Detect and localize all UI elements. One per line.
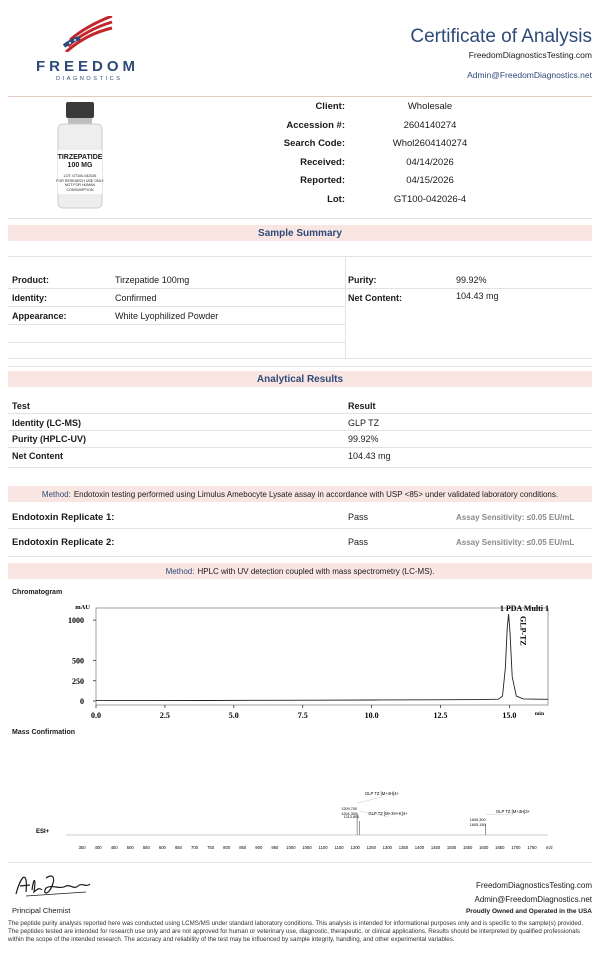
result-row-value: GLP TZ — [348, 418, 380, 428]
x-tick-label: 550 — [142, 845, 150, 850]
product-value: Tirzepatide 100mg — [115, 275, 190, 285]
x-tick-label: 1200 — [350, 845, 360, 850]
divider — [8, 306, 345, 307]
chromatogram-chart — [8, 598, 592, 726]
identity-label: Identity: — [12, 293, 47, 303]
vial-label-ruo: FOR RESEARCH USE ONLY — [56, 178, 104, 183]
purity-value: 99.92% — [456, 275, 487, 285]
x-tick-label: 400 — [94, 845, 102, 850]
vial-label-name: TIRZEPATIDE — [57, 154, 103, 161]
x-tick-label: 10.0 — [364, 711, 379, 720]
x-tick-label: 1550 — [463, 845, 473, 850]
client-info-label: Accession #: — [286, 119, 345, 131]
analytical-results-header: Analytical Results — [8, 371, 592, 387]
divider — [8, 430, 592, 431]
divider — [345, 256, 346, 358]
page-title: Certificate of Analysis — [410, 26, 592, 47]
x-axis-unit: m/z — [546, 845, 553, 850]
x-tick-label: 600 — [158, 845, 166, 850]
appearance-value: White Lyophilized Powder — [115, 311, 219, 321]
peak-mz-label: 1605.150 — [469, 823, 486, 828]
y-axis-label: ESI+ — [36, 829, 50, 835]
y-tick-label: 0 — [80, 696, 84, 706]
x-tick-label: 7.5 — [297, 711, 308, 720]
client-info-value: 04/14/2026 — [406, 156, 454, 168]
peak-leader-line — [486, 814, 513, 815]
peak-ion-label: GLP TZ [M+4H]4+ — [364, 791, 400, 796]
peak-mz-label: 1204.300 — [341, 812, 358, 817]
mass-spectrum-chart — [8, 740, 592, 856]
divider — [8, 366, 592, 367]
sample-summary-header: Sample Summary — [8, 225, 592, 241]
x-axis-unit: min — [534, 711, 544, 717]
result-row-test: Net Content — [12, 451, 63, 461]
client-info-label: Search Code: — [283, 138, 345, 149]
footer-email[interactable]: Admin@FreedomDiagnostics.net — [474, 895, 592, 904]
divider — [8, 862, 592, 863]
chromatogram-title: Chromatogram — [12, 589, 63, 596]
signature-text — [12, 870, 18, 871]
y-axis-label: mAU — [75, 604, 90, 611]
x-tick-label: 800 — [223, 845, 231, 850]
x-tick-label: 450 — [110, 845, 118, 850]
peak-mz-label: 1213.800 — [343, 814, 360, 819]
endotoxin-replicate-result: Pass — [348, 537, 369, 547]
peak-label: GLP-TZ — [518, 616, 528, 646]
x-tick-label: 2.5 — [159, 711, 170, 720]
y-tick-label: 500 — [72, 656, 84, 666]
divider — [8, 447, 592, 448]
plot-frame — [96, 608, 548, 705]
vial-label-dose: 100 MG — [67, 161, 93, 169]
x-tick-label: 1100 — [318, 845, 328, 850]
x-tick-label: 12.5 — [433, 711, 448, 720]
x-tick-label: 1050 — [302, 845, 312, 850]
footer-website[interactable]: FreedomDiagnosticsTesting.com — [475, 881, 592, 890]
peak-ion-label: GLP TZ [M+3H]3+ — [495, 809, 531, 814]
assay-sensitivity: Assay Sensitivity: ≤0.05 EU/mL — [456, 513, 575, 522]
peak-leader-line — [357, 797, 382, 803]
x-tick-label: 1000 — [286, 845, 296, 850]
client-info-value: Whol2604140274 — [392, 138, 468, 149]
divider — [8, 218, 592, 219]
x-tick-label: 1350 — [398, 845, 409, 850]
endotoxin-replicate-label: Endotoxin Replicate 2: — [12, 537, 115, 548]
test-column-header: Test — [12, 401, 30, 411]
peak-mz-label: 1209.700 — [341, 807, 358, 812]
method-text: Endotoxin testing performed using Limulus Amebocyte Lysate assay in accordance with USP <85> under validated laboratory conditions. — [73, 489, 559, 499]
purity-label: Purity: — [348, 275, 377, 285]
method-text: HPLC with UV detection coupled with mass spectrometry (LC-MS). — [197, 566, 435, 576]
x-tick-label: 1700 — [511, 845, 521, 850]
mass-confirmation-title: Mass Confirmation — [12, 729, 76, 736]
y-tick-label: 250 — [72, 676, 84, 686]
client-info-value: 2604140274 — [403, 119, 457, 131]
result-row-test: Purity (HPLC-UV) — [12, 434, 86, 444]
divider — [8, 342, 345, 343]
client-info-value: GT100-042026-4 — [393, 193, 467, 205]
result-column-header: Result — [348, 401, 376, 411]
x-tick-label: 1600 — [479, 845, 489, 850]
endotoxin-replicate-label: Endotoxin Replicate 1: — [12, 512, 115, 523]
trace-label: 1 PDA Multi 1 — [499, 604, 549, 613]
x-tick-label: 350 — [78, 845, 86, 850]
peak-ion-label: GLP TZ [M+3H+K]4+ — [368, 811, 408, 816]
x-tick-label: 650 — [174, 845, 182, 850]
signer-title: Principal Chemist — [12, 906, 71, 915]
disclaimer: The peptide purity analysis reported here was conducted using LCMS/MS under standard laboratory conditions. This analysis is intended for informational purposes only and is specific to the sample(s) provided. The peptides tested are intended for research use only and are not approved for human or veterinary use, diagnostic, therapeutic, or clinical applications. Results should be interpreted by qualified professionals within the scope of the intended research. The accuracy and reliability of the test may be influenced by sample integrity, handling, and other experimental variables. — [8, 920, 583, 944]
x-tick-label: 1300 — [382, 845, 392, 850]
x-tick-label: 0.0 — [91, 711, 101, 720]
client-info-label: Received: — [300, 156, 345, 168]
x-tick-label: 1750 — [527, 845, 537, 850]
divider — [8, 288, 345, 289]
vial-image — [54, 102, 106, 210]
x-tick-label: 15.0 — [502, 711, 517, 720]
client-info-label: Reported: — [300, 175, 345, 186]
x-tick-label: 1450 — [430, 845, 441, 850]
client-info-label: Lot: — [327, 193, 345, 205]
client-info-value: Wholesale — [407, 101, 453, 112]
divider — [345, 288, 592, 289]
appearance-label: Appearance: — [12, 311, 67, 321]
vial-label-lot: LOT: GT100-042026 — [63, 174, 97, 178]
divider — [8, 256, 592, 257]
divider — [8, 358, 592, 359]
header-email[interactable]: Admin@FreedomDiagnostics.net — [467, 70, 592, 80]
vial-label-nhc: NOT FOR HUMAN CONSUMPTION — [64, 183, 96, 193]
x-tick-label: 1500 — [446, 845, 457, 850]
signature-image — [12, 868, 94, 900]
logo-wordmark: FREEDOM — [36, 58, 139, 75]
result-row-test: Identity (LC-MS) — [12, 418, 81, 428]
x-tick-label: 1650 — [495, 845, 505, 850]
header-divider — [8, 96, 592, 97]
client-info-value: 04/15/2026 — [406, 175, 454, 186]
result-row-value: 104.43 mg — [348, 451, 391, 461]
method-label: Method: — [165, 566, 195, 576]
endotoxin-method-band — [8, 486, 592, 502]
divider — [8, 528, 592, 529]
divider — [8, 413, 592, 414]
assay-sensitivity: Assay Sensitivity: ≤0.05 EU/mL — [456, 538, 575, 547]
x-tick-label: 1400 — [414, 845, 425, 850]
net-content-value: 104.43 mg — [456, 291, 499, 301]
x-tick-label: 750 — [207, 845, 215, 850]
x-tick-label: 1150 — [334, 845, 344, 850]
divider — [8, 556, 592, 557]
endotoxin-replicate-result: Pass — [348, 512, 369, 522]
net-content-label: Net Content: — [348, 293, 402, 303]
x-tick-label: 700 — [191, 845, 199, 850]
x-tick-label: 850 — [239, 845, 247, 850]
logo-flag-icon — [62, 16, 114, 52]
footer-ownership: Proudly Owned and Operated in the USA — [465, 908, 592, 915]
peak-mz-label: 1605.300 — [469, 818, 486, 823]
product-label: Product: — [12, 275, 49, 285]
x-tick-label: 950 — [271, 845, 279, 850]
logo-subtitle: DIAGNOSTICS — [56, 76, 123, 82]
hplc-method-band — [8, 563, 592, 579]
method-label: Method: — [41, 489, 71, 499]
x-tick-label: 1250 — [366, 845, 376, 850]
result-row-value: 99.92% — [348, 434, 379, 444]
client-info-label: Client: — [315, 101, 345, 112]
x-tick-label: 5.0 — [228, 711, 239, 720]
divider — [8, 467, 592, 468]
y-tick-label: 1000 — [68, 616, 84, 626]
x-tick-label: 500 — [126, 845, 134, 850]
identity-value: Confirmed — [115, 293, 157, 303]
divider — [8, 324, 345, 325]
header-website[interactable]: FreedomDiagnosticsTesting.com — [468, 50, 592, 60]
x-tick-label: 900 — [255, 845, 263, 850]
chromatogram-trace — [96, 614, 548, 701]
